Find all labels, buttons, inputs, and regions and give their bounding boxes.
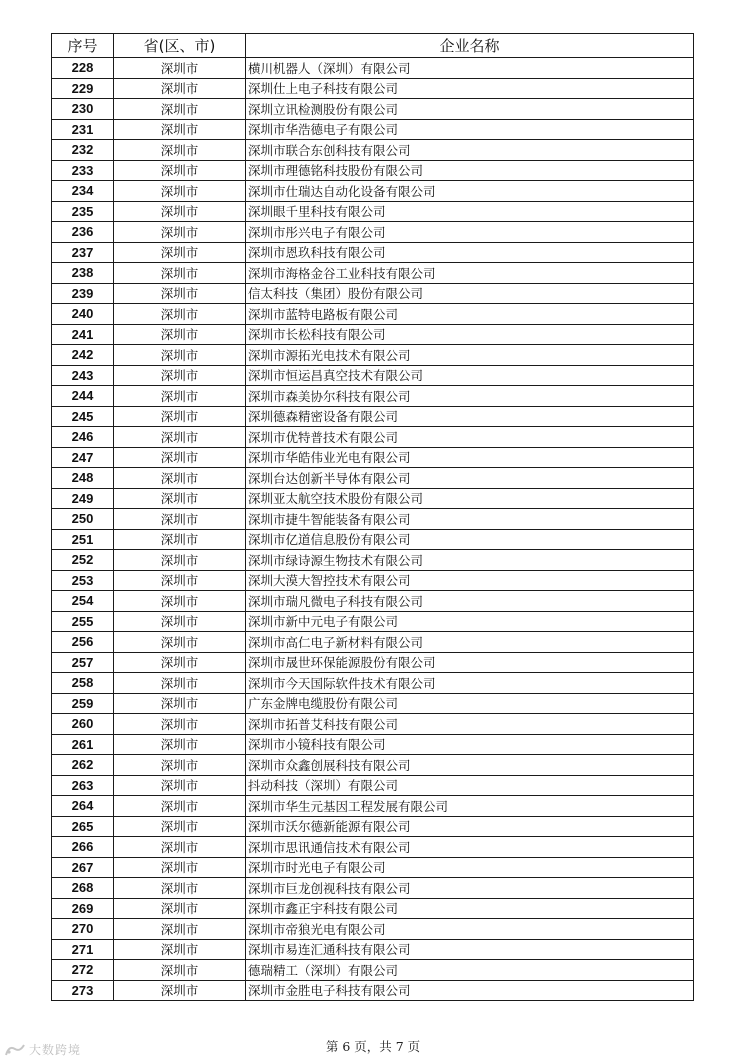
table-row — [52, 611, 694, 632]
row-province: 深圳市 — [114, 99, 246, 120]
table-row — [52, 447, 694, 468]
row-number: 251 — [52, 529, 114, 550]
table-row — [52, 160, 694, 181]
row-number: 261 — [52, 734, 114, 755]
row-province: 深圳市 — [114, 755, 246, 776]
row-company-name: 深圳大漠大智控技术有限公司 — [246, 570, 694, 591]
table-header-row — [52, 34, 694, 58]
row-company-name: 深圳市华浩德电子有限公司 — [246, 119, 694, 140]
row-number: 246 — [52, 427, 114, 448]
row-company-name: 深圳台达创新半导体有限公司 — [246, 468, 694, 489]
row-province: 深圳市 — [114, 181, 246, 202]
row-company-name: 深圳市瑞凡微电子科技有限公司 — [246, 591, 694, 612]
table-row — [52, 960, 694, 981]
row-province: 深圳市 — [114, 796, 246, 817]
row-province: 深圳市 — [114, 980, 246, 1001]
table-row — [52, 181, 694, 202]
table-row — [52, 99, 694, 120]
table-row — [52, 345, 694, 366]
row-company-name: 深圳眼千里科技有限公司 — [246, 201, 694, 222]
row-province: 深圳市 — [114, 919, 246, 940]
row-province: 深圳市 — [114, 652, 246, 673]
row-company-name: 深圳市鑫正宇科技有限公司 — [246, 898, 694, 919]
row-province: 深圳市 — [114, 611, 246, 632]
row-province: 深圳市 — [114, 878, 246, 899]
row-company-name: 深圳亚太航空技术股份有限公司 — [246, 488, 694, 509]
row-province: 深圳市 — [114, 283, 246, 304]
row-company-name: 深圳市巨龙创视科技有限公司 — [246, 878, 694, 899]
row-company-name: 深圳市高仁电子新材料有限公司 — [246, 632, 694, 653]
row-number: 230 — [52, 99, 114, 120]
table-row — [52, 939, 694, 960]
row-province: 深圳市 — [114, 222, 246, 243]
row-number: 244 — [52, 386, 114, 407]
row-province: 深圳市 — [114, 406, 246, 427]
row-number: 241 — [52, 324, 114, 345]
row-province: 深圳市 — [114, 837, 246, 858]
row-number: 247 — [52, 447, 114, 468]
row-number: 240 — [52, 304, 114, 325]
row-province: 深圳市 — [114, 632, 246, 653]
table-row — [52, 488, 694, 509]
row-company-name: 深圳市恒运昌真空技术有限公司 — [246, 365, 694, 386]
row-company-name: 深圳市时光电子有限公司 — [246, 857, 694, 878]
row-province: 深圳市 — [114, 570, 246, 591]
row-number: 266 — [52, 837, 114, 858]
row-number: 273 — [52, 980, 114, 1001]
row-company-name: 深圳立讯检测股份有限公司 — [246, 99, 694, 120]
table-row — [52, 693, 694, 714]
row-number: 256 — [52, 632, 114, 653]
row-company-name: 深圳市思讯通信技术有限公司 — [246, 837, 694, 858]
table-row — [52, 386, 694, 407]
row-number: 258 — [52, 673, 114, 694]
row-province: 深圳市 — [114, 140, 246, 161]
table-row — [52, 406, 694, 427]
table-row — [52, 857, 694, 878]
row-province: 深圳市 — [114, 509, 246, 530]
row-province: 深圳市 — [114, 386, 246, 407]
row-province: 深圳市 — [114, 304, 246, 325]
table-row — [52, 980, 694, 1001]
table-row — [52, 796, 694, 817]
row-province: 深圳市 — [114, 775, 246, 796]
table-row — [52, 570, 694, 591]
table-row — [52, 878, 694, 899]
row-number: 242 — [52, 345, 114, 366]
row-company-name: 深圳市晟世环保能源股份有限公司 — [246, 652, 694, 673]
row-company-name: 深圳市众鑫创展科技有限公司 — [246, 755, 694, 776]
table-row — [52, 201, 694, 222]
row-company-name: 深圳市优特普技术有限公司 — [246, 427, 694, 448]
row-company-name: 深圳市沃尔德新能源有限公司 — [246, 816, 694, 837]
row-number: 264 — [52, 796, 114, 817]
row-company-name: 深圳市华生元基因工程发展有限公司 — [246, 796, 694, 817]
row-number: 232 — [52, 140, 114, 161]
row-number: 269 — [52, 898, 114, 919]
table-row — [52, 58, 694, 79]
row-province: 深圳市 — [114, 857, 246, 878]
table-row — [52, 140, 694, 161]
row-number: 248 — [52, 468, 114, 489]
header-province: 省(区、市) — [114, 34, 246, 58]
table-row — [52, 755, 694, 776]
row-company-name: 抖动科技（深圳）有限公司 — [246, 775, 694, 796]
row-company-name: 深圳市华皓伟业光电有限公司 — [246, 447, 694, 468]
table-row — [52, 283, 694, 304]
row-number: 238 — [52, 263, 114, 284]
row-number: 262 — [52, 755, 114, 776]
row-province: 深圳市 — [114, 468, 246, 489]
row-number: 254 — [52, 591, 114, 612]
row-number: 229 — [52, 78, 114, 99]
row-province: 深圳市 — [114, 673, 246, 694]
row-company-name: 深圳市金胜电子科技有限公司 — [246, 980, 694, 1001]
row-number: 257 — [52, 652, 114, 673]
row-company-name: 深圳德森精密设备有限公司 — [246, 406, 694, 427]
row-province: 深圳市 — [114, 365, 246, 386]
table-row — [52, 550, 694, 571]
table-row — [52, 222, 694, 243]
table-row — [52, 263, 694, 284]
row-province: 深圳市 — [114, 898, 246, 919]
row-number: 234 — [52, 181, 114, 202]
row-company-name: 深圳市蓝特电路板有限公司 — [246, 304, 694, 325]
row-province: 深圳市 — [114, 939, 246, 960]
row-company-name: 信太科技（集团）股份有限公司 — [246, 283, 694, 304]
row-company-name: 深圳市捷牛智能装备有限公司 — [246, 509, 694, 530]
table-row — [52, 365, 694, 386]
row-number: 245 — [52, 406, 114, 427]
row-number: 236 — [52, 222, 114, 243]
row-province: 深圳市 — [114, 734, 246, 755]
row-province: 深圳市 — [114, 816, 246, 837]
table-row — [52, 775, 694, 796]
watermark-text: 大数跨境 — [29, 1043, 82, 1057]
row-number: 272 — [52, 960, 114, 981]
row-province: 深圳市 — [114, 160, 246, 181]
row-number: 260 — [52, 714, 114, 735]
row-number: 267 — [52, 857, 114, 878]
row-province: 深圳市 — [114, 591, 246, 612]
row-company-name: 深圳市小镜科技有限公司 — [246, 734, 694, 755]
table-row — [52, 673, 694, 694]
row-province: 深圳市 — [114, 119, 246, 140]
row-company-name: 德瑞精工（深圳）有限公司 — [246, 960, 694, 981]
row-company-name: 深圳市彤兴电子有限公司 — [246, 222, 694, 243]
row-province: 深圳市 — [114, 242, 246, 263]
table-row — [52, 919, 694, 940]
row-company-name: 深圳市易连汇通科技有限公司 — [246, 939, 694, 960]
row-province: 深圳市 — [114, 201, 246, 222]
row-province: 深圳市 — [114, 960, 246, 981]
row-company-name: 深圳市森美协尔科技有限公司 — [246, 386, 694, 407]
enterprise-list-table — [51, 33, 694, 1001]
row-company-name: 深圳市亿道信息股份有限公司 — [246, 529, 694, 550]
table-row — [52, 632, 694, 653]
table-row — [52, 427, 694, 448]
table-row — [52, 591, 694, 612]
header-no: 序号 — [52, 34, 114, 58]
row-number: 237 — [52, 242, 114, 263]
row-company-name: 深圳市新中元电子有限公司 — [246, 611, 694, 632]
table-row — [52, 119, 694, 140]
table-row — [52, 242, 694, 263]
row-company-name: 深圳市恩玖科技有限公司 — [246, 242, 694, 263]
row-province: 深圳市 — [114, 58, 246, 79]
row-province: 深圳市 — [114, 324, 246, 345]
row-number: 252 — [52, 550, 114, 571]
row-company-name: 深圳市理德铭科技股份有限公司 — [246, 160, 694, 181]
table-row — [52, 714, 694, 735]
table-row — [52, 898, 694, 919]
table-row — [52, 509, 694, 530]
row-number: 270 — [52, 919, 114, 940]
row-number: 250 — [52, 509, 114, 530]
row-province: 深圳市 — [114, 488, 246, 509]
row-number: 255 — [52, 611, 114, 632]
row-number: 231 — [52, 119, 114, 140]
row-company-name: 深圳市仕瑞达自动化设备有限公司 — [246, 181, 694, 202]
row-province: 深圳市 — [114, 345, 246, 366]
row-company-name: 横川机器人（深圳）有限公司 — [246, 58, 694, 79]
row-company-name: 深圳仕上电子科技有限公司 — [246, 78, 694, 99]
row-company-name: 深圳市帝狼光电有限公司 — [246, 919, 694, 940]
row-company-name: 深圳市联合东创科技有限公司 — [246, 140, 694, 161]
watermark — [4, 1041, 81, 1058]
row-company-name: 深圳市今天国际软件技术有限公司 — [246, 673, 694, 694]
table-row — [52, 529, 694, 550]
row-province: 深圳市 — [114, 263, 246, 284]
page-footer: 第 6 页，共 7 页 — [325, 1039, 421, 1054]
row-number: 243 — [52, 365, 114, 386]
row-number: 253 — [52, 570, 114, 591]
row-company-name: 深圳市拓普艾科技有限公司 — [246, 714, 694, 735]
table-row — [52, 304, 694, 325]
row-company-name: 深圳市海格金谷工业科技有限公司 — [246, 263, 694, 284]
table-row — [52, 734, 694, 755]
row-province: 深圳市 — [114, 529, 246, 550]
row-company-name: 广东金牌电缆股份有限公司 — [246, 693, 694, 714]
row-company-name: 深圳市长松科技有限公司 — [246, 324, 694, 345]
row-company-name: 深圳市源拓光电技术有限公司 — [246, 345, 694, 366]
watermark-logo-icon — [4, 1043, 26, 1057]
row-number: 235 — [52, 201, 114, 222]
row-number: 239 — [52, 283, 114, 304]
row-number: 228 — [52, 58, 114, 79]
row-province: 深圳市 — [114, 550, 246, 571]
row-number: 265 — [52, 816, 114, 837]
table-row — [52, 652, 694, 673]
row-number: 268 — [52, 878, 114, 899]
row-province: 深圳市 — [114, 447, 246, 468]
table-row — [52, 468, 694, 489]
table-body — [52, 58, 694, 1001]
header-company: 企业名称 — [246, 34, 694, 58]
row-number: 249 — [52, 488, 114, 509]
table-row — [52, 837, 694, 858]
row-number: 263 — [52, 775, 114, 796]
table-row — [52, 324, 694, 345]
row-province: 深圳市 — [114, 693, 246, 714]
row-number: 233 — [52, 160, 114, 181]
row-company-name: 深圳市绿诗源生物技术有限公司 — [246, 550, 694, 571]
row-province: 深圳市 — [114, 78, 246, 99]
row-number: 259 — [52, 693, 114, 714]
row-province: 深圳市 — [114, 714, 246, 735]
table-row — [52, 78, 694, 99]
row-province: 深圳市 — [114, 427, 246, 448]
row-number: 271 — [52, 939, 114, 960]
table-row — [52, 816, 694, 837]
